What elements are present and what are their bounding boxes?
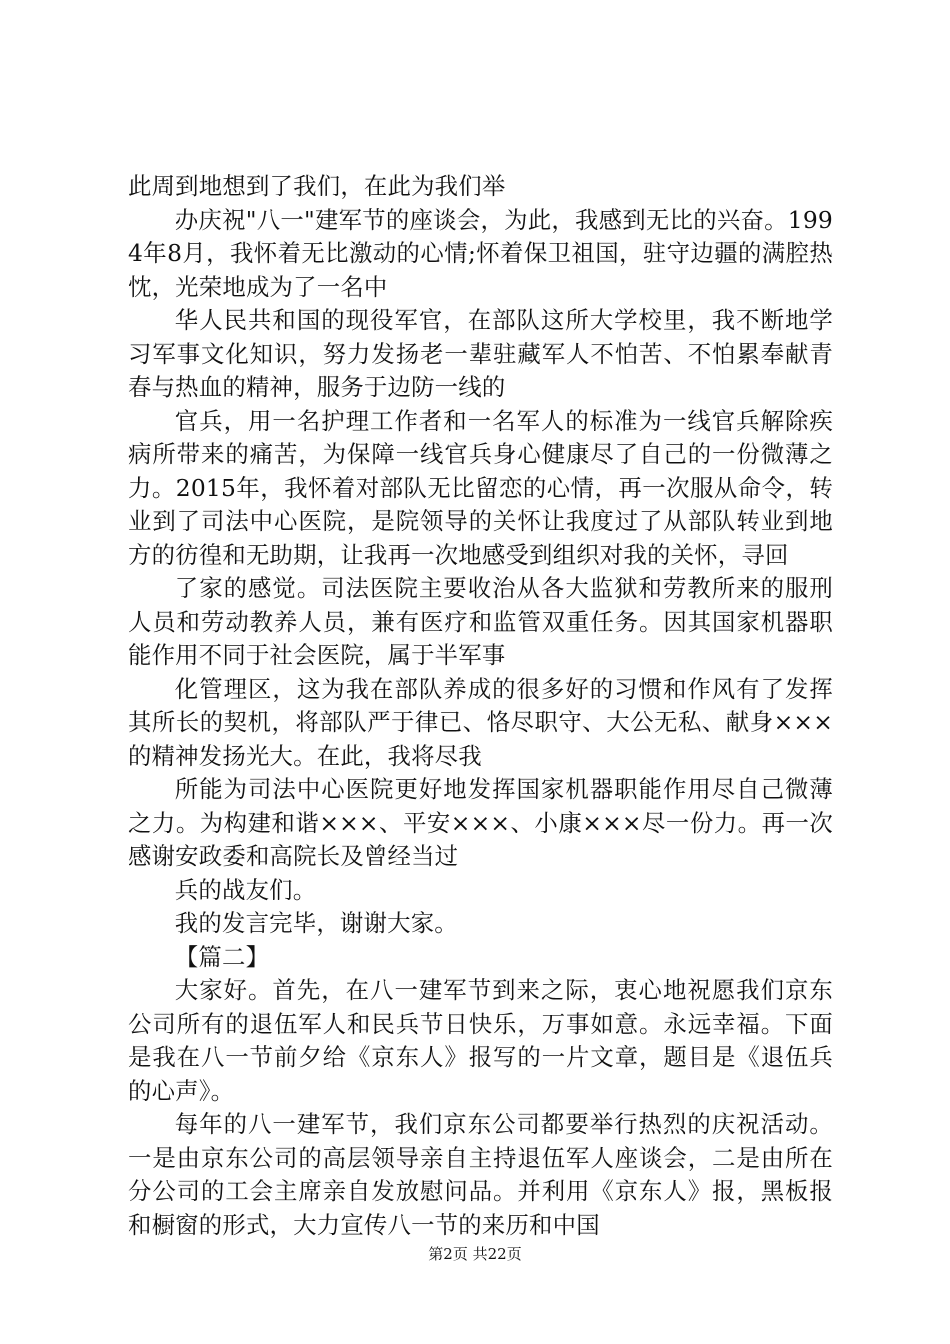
paragraph-10: 大家好。首先，在八一建军节到来之际，衷心地祝愿我们京东公司所有的退伍军人和民兵节日快乐，万事如意。永远幸福。下面是我在八一节前夕给《京东人》报写的一片文章，题目是《退伍兵的心声》。 — [128, 976, 833, 1105]
paragraph-5: 了家的感觉。司法医院主要收治从各大监狱和劳教所来的服刑人员和劳动教养人员，兼有医疗和监管双重任务。因其国家机器职能作用不同于社会医院，属于半军事 — [128, 574, 833, 669]
document-body — [128, 170, 833, 1242]
paragraph-6: 化管理区，这为我在部队养成的很多好的习惯和作风有了发挥其所长的契机，将部队严于律已、恪尽职守、大公无私、献身×××的精神发扬光大。在此，我将尽我 — [128, 674, 833, 770]
paragraph-3: 华人民共和国的现役军官，在部队这所大学校里，我不断地学习军事文化知识，努力发扬老一辈驻藏军人不怕苦、不怕累奉献青春与热血的精神，服务于边防一线的 — [128, 306, 833, 401]
paragraph-1: 此周到地想到了我们，在此为我们举 — [128, 172, 506, 200]
paragraph-8: 兵的战友们。 — [174, 875, 317, 904]
section-heading: 【篇二】 — [174, 942, 270, 971]
paragraph-4: 官兵，用一名护理工作者和一名军人的标准为一线官兵解除疾病所带来的痛苦，为保障一线官兵身心健康尽了自己的一份微薄之力。2015年，我怀着对部队无比留恋的心情，再一次服从命令，转业到了司法中心医院，是院领导的关怀让我度过了从部队转业到地方的彷徨和无助期，让我再一次地感受到组织对我的关怀，寻回 — [128, 406, 833, 569]
page-number-footer: 第2页 共22页 — [428, 1245, 522, 1263]
paragraph-9: 我的发言完毕，谢谢大家。 — [174, 909, 458, 937]
paragraph-2: 办庆祝"八一"建军节的座谈会，为此，我感到无比的兴奋。1994年8月，我怀着无比激动的心情;怀着保卫祖国，驻守边疆的满腔热忱，光荣地成为了一名中 — [128, 205, 833, 301]
paragraph-7: 所能为司法中心医院更好地发挥国家机器职能作用尽自己微薄之力。为构建和谐×××、平安×××、小康×××尽一份力。再一次感谢安政委和高院长及曾经当过 — [128, 775, 833, 870]
paragraph-11: 每年的八一建军节，我们京东公司都要举行热烈的庆祝活动。一是由京东公司的高层领导亲自主持退伍军人座谈会，二是由所在分公司的工会主席亲自发放慰问品。并利用《京东人》报，黑板报和橱窗的形式，大力宣传八一节的来历和中国 — [128, 1110, 833, 1239]
